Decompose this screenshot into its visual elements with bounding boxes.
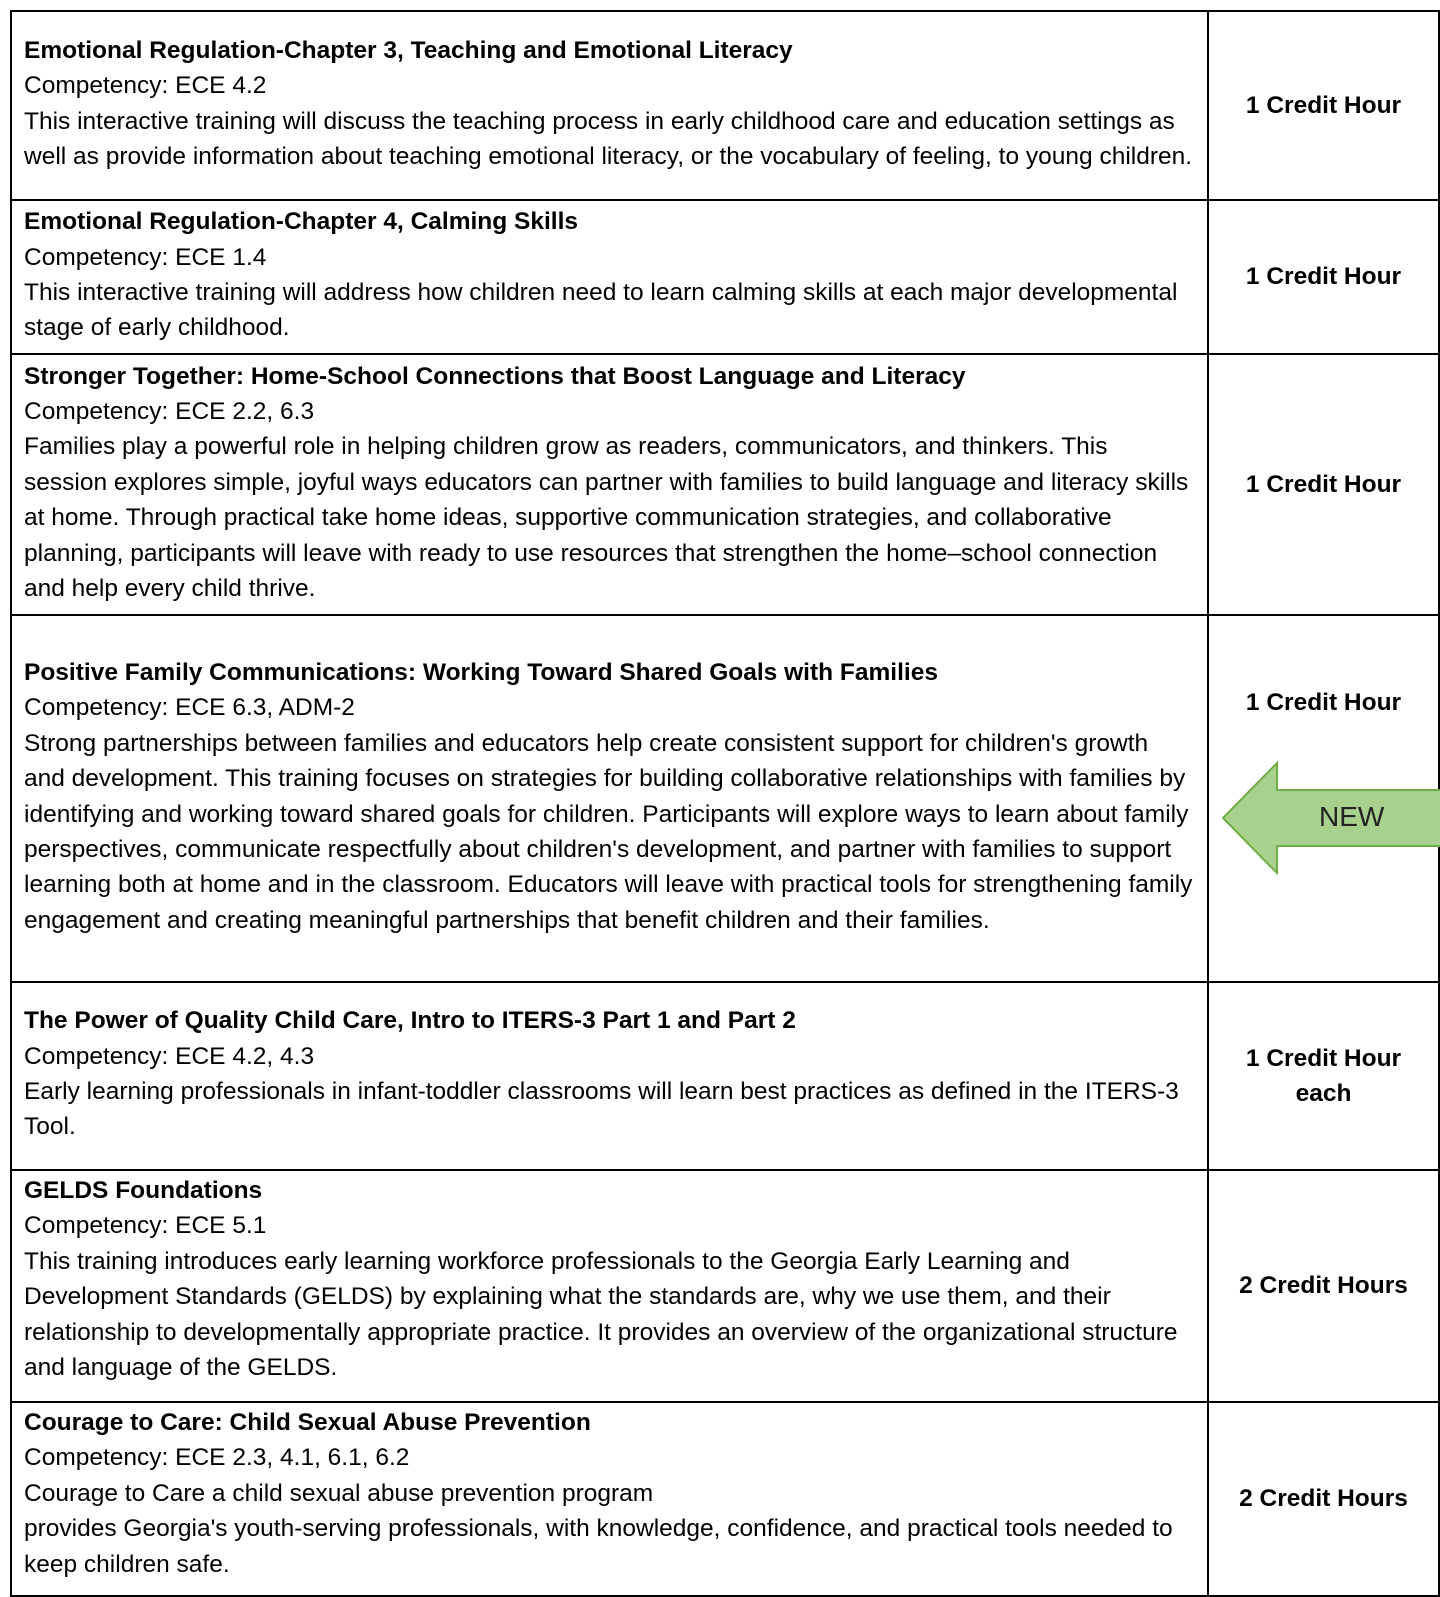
course-description-cell [11, 11, 1208, 200]
course-description: This interactive training will discuss the teaching process in early childhood care and education settings as well as provide information about teaching emotional literacy, or the vocabulary of feeling, to young children. [24, 107, 1193, 170]
credit-hours: 2 Credit Hours [1239, 1272, 1408, 1300]
course-title: Stronger Together: Home-School Connections that Boost Language and Literacy [24, 362, 966, 390]
table-row [11, 11, 1439, 200]
table-row [11, 1170, 1439, 1402]
course-description: Strong partnerships between families and educators help create consistent support for children's growth and development. This training focuses on strategies for building collaborative relationships with families by identifying and working toward shared goals for children. Participants will explore ways to learn about family perspectives, communicate respectfully about children's development, and partner with families to support learning both at home and in the classroom. Educators will leave with practical tools for strengthening family engagement and creating meaningful partnerships that benefit children and their families. [24, 729, 1193, 934]
credit-hours-cell [1208, 1402, 1439, 1596]
table-row [11, 615, 1439, 982]
course-title: Emotional Regulation-Chapter 3, Teaching and Emotional Literacy [24, 36, 793, 64]
course-description: Families play a powerful role in helping children grow as readers, communicators, and thinkers. This session explores simple, joyful ways educators can partner with families to build language and literacy skills at home. Through practical take home ideas, supportive communication strategies, and collaborative planning, participants will leave with ready to use resources that strengthen the home–school connection and help every child thrive. [24, 433, 1189, 603]
credit-hours: 1 Credit Hour [1245, 263, 1402, 291]
credit-hours-cell [1208, 200, 1439, 354]
new-badge [1221, 761, 1440, 875]
new-label: NEW [1319, 801, 1385, 832]
course-description-cell [11, 1170, 1208, 1402]
credit-hours: 2 Credit Hours [1239, 1485, 1408, 1513]
course-description: Early learning professionals in infant-toddler classrooms will learn best practices as defined in the ITERS-3 Tool. [24, 1078, 1179, 1141]
course-description-cell [11, 982, 1208, 1170]
table-row [11, 982, 1439, 1170]
credit-hours: 1 Credit Hour [1245, 91, 1402, 119]
course-description-cell [11, 200, 1208, 354]
course-competency: Competency: ECE 5.1 [24, 1212, 267, 1240]
table-row [11, 354, 1439, 615]
course-competency: Competency: ECE 2.2, 6.3 [24, 397, 315, 425]
course-competency: Competency: ECE 1.4 [24, 243, 267, 271]
course-description-cell [11, 354, 1208, 615]
credit-hours-cell [1208, 615, 1439, 982]
course-title: The Power of Quality Child Care, Intro to ITERS-3 Part 1 and Part 2 [24, 1007, 796, 1035]
table-row [11, 200, 1439, 354]
course-title: Courage to Care: Child Sexual Abuse Prevention [24, 1409, 591, 1436]
credit-hours-line1: 1 Credit Hour [1245, 1044, 1402, 1072]
table-row [11, 1402, 1439, 1596]
credit-hours-cell [1208, 982, 1439, 1170]
course-description: This training introduces early learning workforce professionals to the Georgia Early Learning and Development Standards (GELDS) by explaining what the standards are, why we use them, and their relationship to developmentally appropriate practice. It provides an overview of the organizational structure and language of the GELDS. [24, 1247, 1178, 1382]
course-competency: Competency: ECE 4.2, 4.3 [24, 1042, 315, 1070]
course-description: This interactive training will address how children need to learn calming skills at each major developmental stage of early childhood. [24, 279, 1178, 342]
course-title: Positive Family Communications: Working Toward Shared Goals with Families [24, 658, 938, 686]
course-competency: Competency: ECE 6.3, ADM-2 [24, 694, 355, 722]
course-competency: Competency: ECE 2.3, 4.1, 6.1, 6.2 [24, 1444, 410, 1472]
credit-hours-cell [1208, 354, 1439, 615]
credit-hours: 1 Credit Hour [1245, 470, 1402, 498]
credit-hours-cell [1208, 1170, 1439, 1402]
course-description-line2: provides Georgia's youth-serving professionals, with knowledge, confidence, and practical tools needed to keep children safe. [24, 1515, 1173, 1578]
course-title: Emotional Regulation-Chapter 4, Calming Skills [24, 208, 579, 236]
course-title: GELDS Foundations [24, 1177, 263, 1204]
course-description-cell [11, 1402, 1208, 1596]
course-table [10, 10, 1440, 1597]
course-description-line1: Courage to Care a child sexual abuse prevention program [24, 1479, 654, 1507]
credit-hours-line2: each [1295, 1080, 1352, 1107]
credit-hours: 1 Credit Hour [1245, 689, 1402, 716]
course-competency: Competency: ECE 4.2 [24, 72, 267, 100]
course-description-cell [11, 615, 1208, 982]
credit-hours-cell [1208, 11, 1439, 200]
